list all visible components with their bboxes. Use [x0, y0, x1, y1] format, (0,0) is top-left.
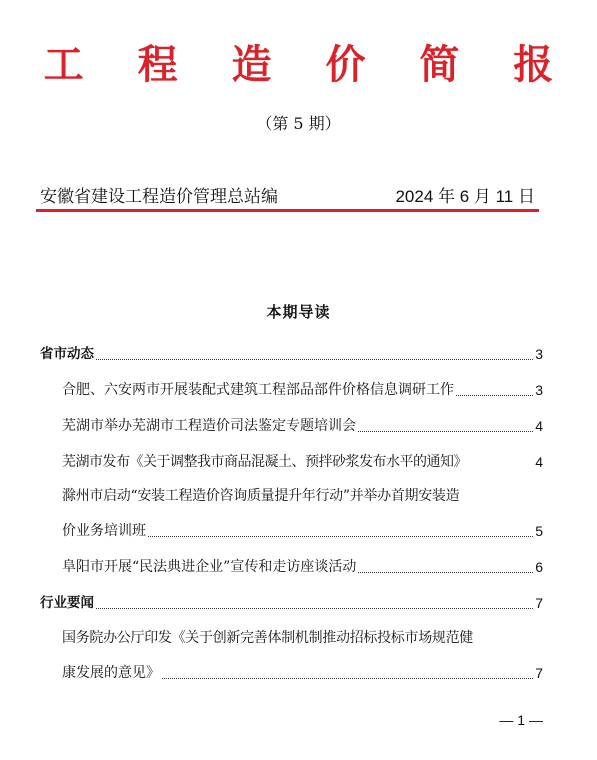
toc-item-title: 阜阳市开展“民法典进企业”宣传和走访座谈活动 — [62, 559, 357, 575]
toc-page-number: 7 — [535, 665, 543, 681]
bulletin-title: 工 程 造 价 简 报 — [43, 41, 574, 88]
toc-page-number: 4 — [535, 454, 543, 470]
toc-leader-dots — [96, 359, 533, 360]
toc-page-number: 5 — [535, 523, 543, 539]
toc-item[interactable] — [62, 662, 543, 684]
toc-leader-dots — [96, 608, 533, 609]
toc-leader-dots — [358, 431, 533, 432]
toc-heading: 本期导读 — [266, 303, 331, 321]
publication-date: 2024 年 6 月 11 日 — [395, 187, 535, 206]
toc-page-number: 3 — [535, 382, 543, 398]
toc-item-title: 价业务培训班 — [62, 523, 146, 539]
toc-item[interactable] — [62, 556, 543, 578]
issue-number: （第 5 期） — [256, 114, 341, 133]
toc-item-title-line1[interactable]: 滁州市启动“安装工程造价咨询质量提升年行动”并举办首期安装造 — [62, 488, 460, 504]
toc-item-title: 芜湖市发布《关于调整我市商品混凝土、预拌砂浆发布水平的通知》 — [62, 454, 467, 470]
toc-leader-dots — [162, 678, 533, 679]
toc-section-title: 省市动态 — [40, 346, 94, 362]
toc-section-title: 行业要闻 — [40, 595, 94, 611]
footer-page-number: — 1 — — [499, 712, 543, 728]
toc-item-title: 芜湖市举办芜湖市工程造价司法鉴定专题培训会 — [62, 418, 356, 434]
toc-page-number: 4 — [535, 418, 543, 434]
toc-item[interactable] — [62, 451, 543, 473]
toc-page-number: 7 — [535, 595, 543, 611]
toc-leader-dots — [358, 572, 533, 573]
publisher-line: 安徽省建设工程造价管理总站编 — [40, 187, 278, 207]
toc-section-provincial-news[interactable] — [40, 343, 543, 365]
toc-item[interactable] — [62, 415, 543, 437]
toc-section-industry-news[interactable] — [40, 592, 543, 614]
toc-page-number: 3 — [535, 346, 543, 362]
toc-item-title: 康发展的意见》 — [62, 665, 160, 681]
toc-item-title-line1[interactable]: 国务院办公厅印发《关于创新完善体制机制推动招标投标市场规范健 — [62, 630, 473, 646]
toc-page-number: 6 — [535, 559, 543, 575]
toc-item[interactable] — [62, 520, 543, 542]
toc-leader-dots — [148, 536, 533, 537]
toc-leader-dots — [456, 395, 533, 396]
header-divider — [36, 209, 539, 212]
toc-item-title: 合肥、六安两市开展装配式建筑工程部品部件价格信息调研工作 — [62, 382, 454, 398]
toc-item[interactable] — [62, 379, 543, 401]
